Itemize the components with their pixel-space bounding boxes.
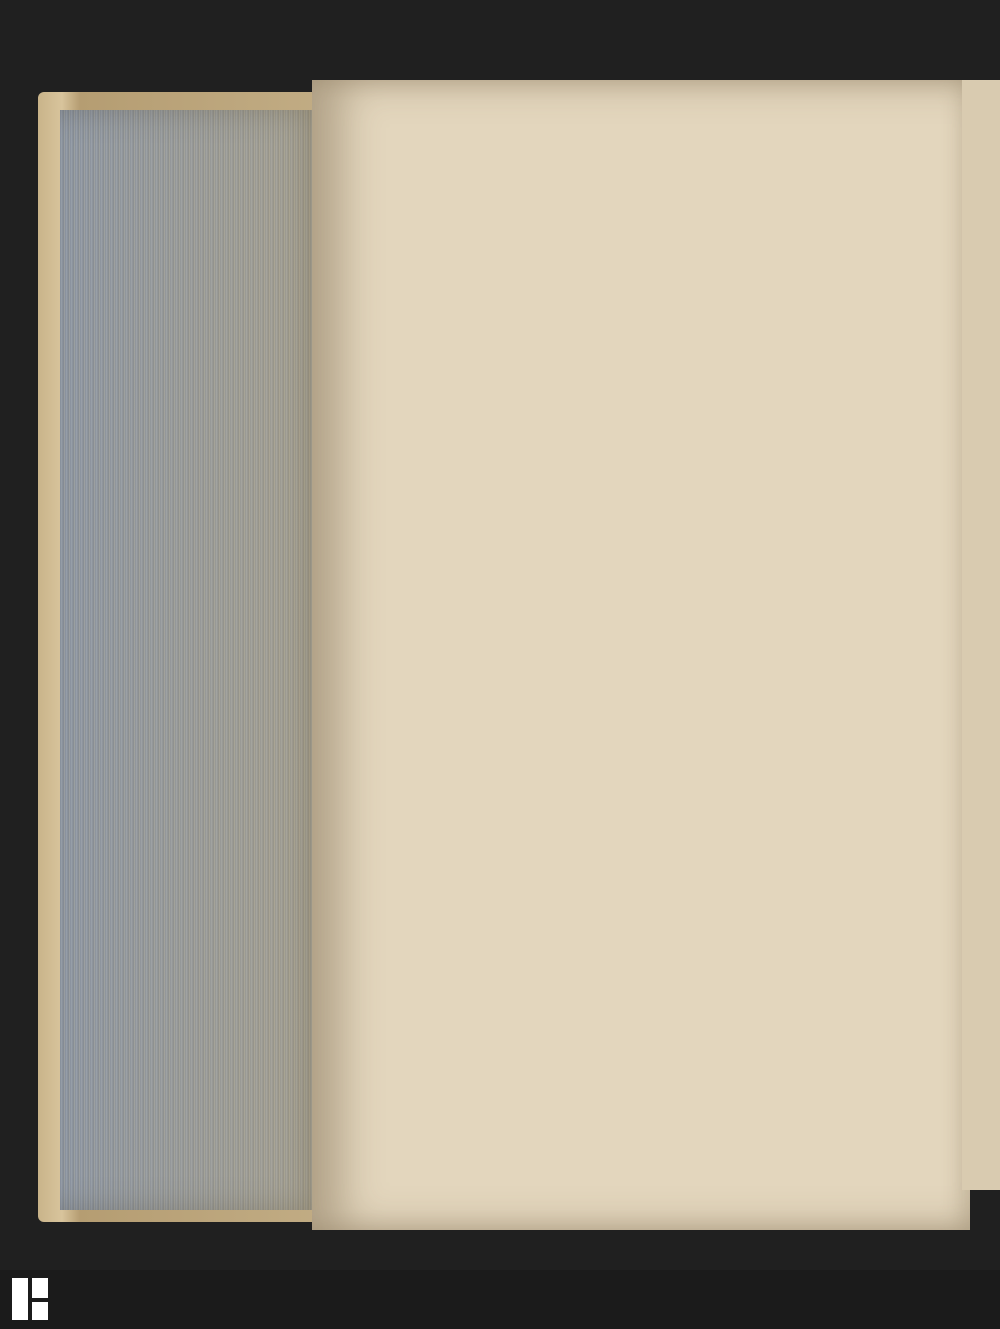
footer-bar — [0, 1270, 1000, 1329]
right-page-fragment — [962, 80, 1000, 1190]
left-page — [312, 80, 970, 1230]
library-logo-icon — [10, 1276, 50, 1322]
page-header — [440, 125, 960, 165]
book-fore-edge — [60, 110, 330, 1210]
